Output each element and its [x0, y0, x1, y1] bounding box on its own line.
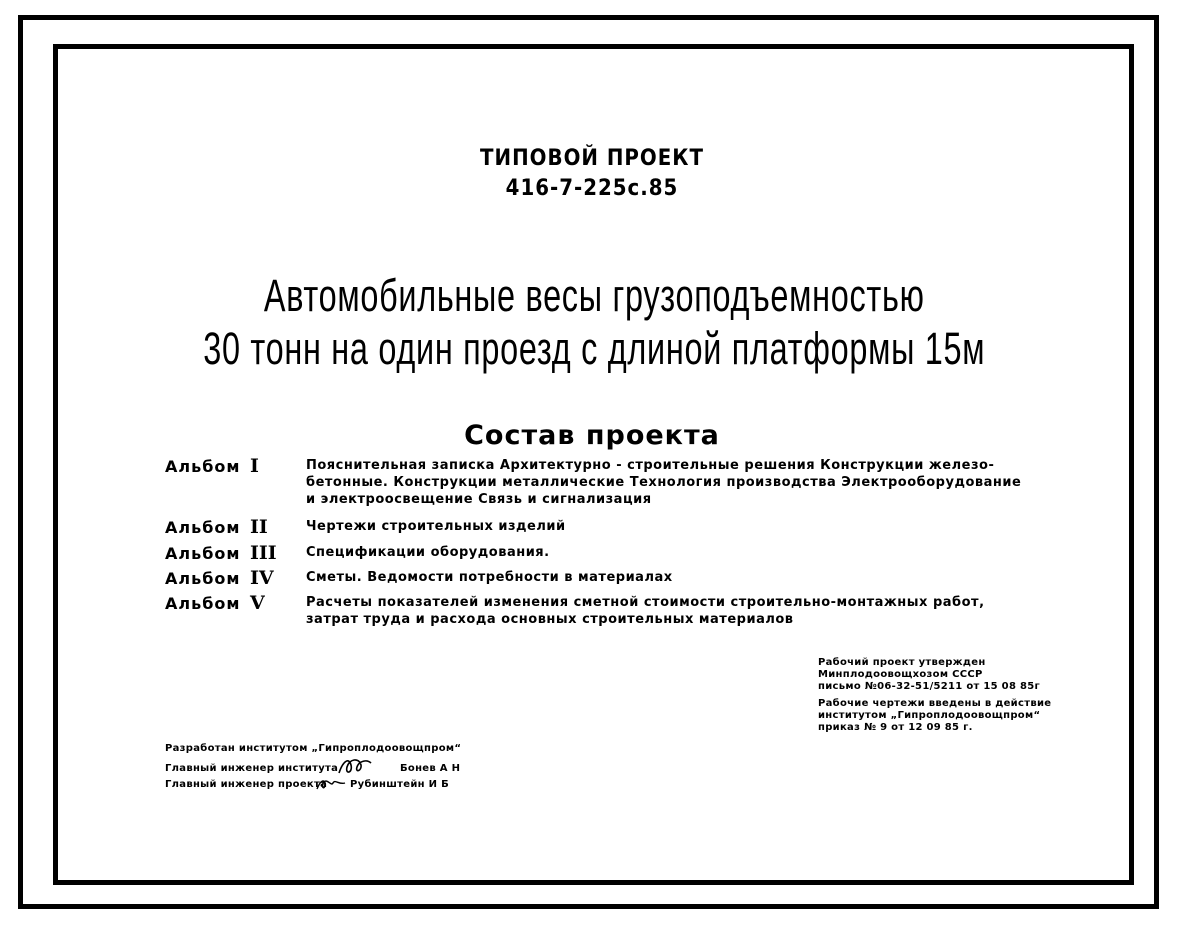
enactment-line: Рабочие чертежи введены в действие: [818, 698, 1052, 709]
title-line-2: 30 тонн на один проезд с длиной платформы 15м: [203, 323, 986, 374]
album-label: Альбом: [165, 457, 241, 476]
album-description-line: и электроосвещение Связь и сигнализация: [306, 492, 652, 507]
chief-engineer-name: Бонев А Н: [400, 763, 461, 774]
approval-line: письмо №06-32-51/5211 от 15 08 85г: [818, 681, 1041, 692]
album-description: [306, 594, 1026, 628]
album-description: [306, 518, 1026, 535]
enactment-line: приказ № 9 от 12 09 85 г.: [818, 722, 973, 733]
developer-block: [165, 741, 465, 793]
album-numeral: I: [250, 455, 259, 477]
album-description-line: Пояснительная записка Архитектурно - строительные решения Конструкции железо-: [306, 458, 995, 473]
approval-line: Рабочий проект утвержден: [818, 657, 986, 668]
album-description-line: Сметы. Ведомости потребности в материалах: [306, 570, 673, 585]
project-engineer-title: Главный инженер проекта: [165, 779, 328, 790]
album-description-line: затрат труда и расхода основных строительных материалов: [306, 612, 794, 627]
composition-heading: Состав проекта: [464, 420, 720, 451]
album-description-line: Чертежи строительных изделий: [306, 519, 566, 534]
album-description: [306, 569, 1026, 586]
album-description-line: Расчеты показателей изменения сметной стоимости строительно-монтажных работ,: [306, 595, 985, 610]
album-numeral: IV: [250, 567, 274, 589]
album-numeral: V: [250, 592, 265, 614]
approval-line: Минплодоовощхозом СССР: [818, 669, 983, 680]
project-engineer-row: [165, 777, 465, 793]
title-line-1: Автомобильные весы грузоподъемностью: [263, 270, 925, 321]
album-description-line: Спецификации оборудования.: [306, 545, 550, 560]
album-numeral: III: [250, 542, 277, 564]
album-numeral: II: [250, 516, 268, 538]
developer-line: Разработан институтом „Гипроплодоовощпром“: [165, 743, 462, 754]
album-label: Альбом: [165, 569, 241, 588]
project-engineer-name: Рубинштейн И Б: [350, 779, 450, 790]
album-label: Альбом: [165, 518, 241, 537]
chief-engineer-title: Главный инженер института: [165, 763, 339, 774]
album-label: Альбом: [165, 594, 241, 613]
album-label: Альбом: [165, 544, 241, 563]
enactment-line: институтом „Гипроплодоовощпром“: [818, 710, 1041, 721]
approval-note: [818, 657, 1051, 734]
project-number: 416-7-225с.85: [505, 176, 679, 201]
album-description: [306, 544, 1026, 561]
album-description-line: бетонные. Конструкции металлические Технология производства Электрооборудование: [306, 475, 1022, 490]
project-type-label: ТИПОВОЙ ПРОЕКТ: [480, 146, 704, 171]
project-engineer-signature-icon: [315, 775, 347, 793]
album-description: [306, 457, 1026, 508]
